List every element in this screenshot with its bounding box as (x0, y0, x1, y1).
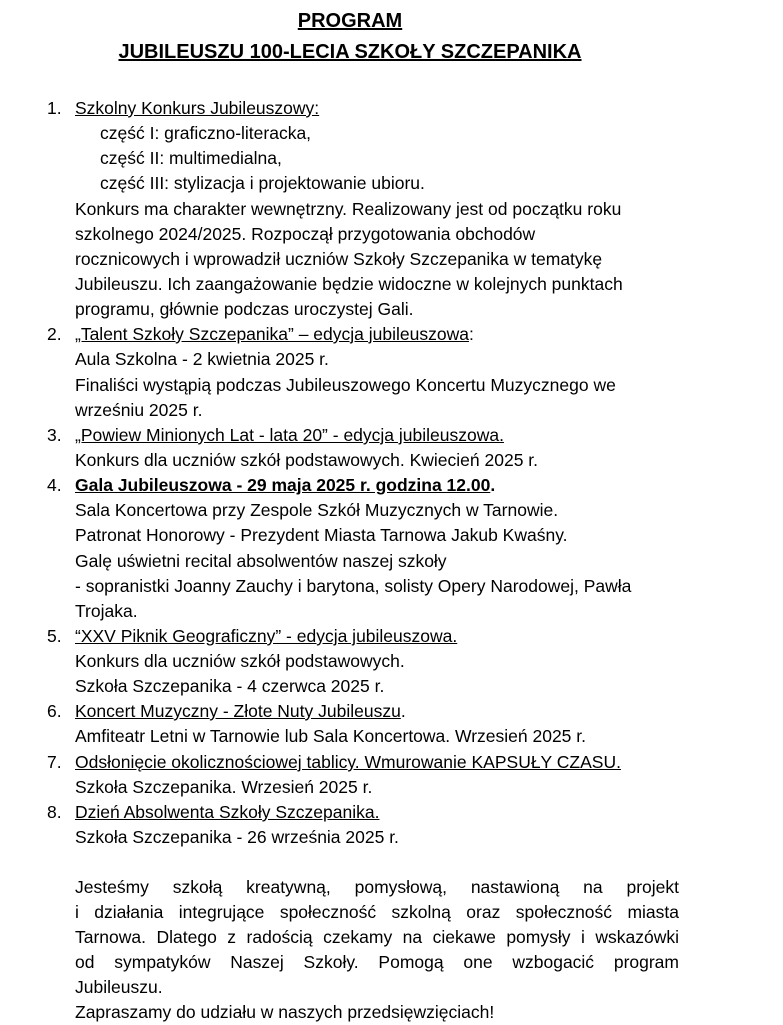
item-text-line: Amfiteatr Letni w Tarnowie lub Sala Koncertowa. Wrzesień 2025 r. (75, 726, 587, 746)
item-heading: „Talent Szkoły Szczepanika” – edycja jubileuszowa (75, 324, 469, 344)
closing-line: Tarnowa. Dlatego z radością czekamy na ciekawe pomysły i wskazówki (75, 927, 679, 947)
item-heading-row (75, 322, 474, 347)
closing-invitation: Zapraszamy do udziału w naszych przedsięwzięciach! (75, 1002, 495, 1022)
item-text-line: wrześniu 2025 r. (75, 400, 203, 420)
item-text-line: programu, głównie podczas uroczystej Gali. (75, 299, 414, 319)
item-heading-suffix: : (468, 324, 474, 344)
item-heading: Dzień Absolwenta Szkoły Szczepanika. (75, 802, 380, 822)
item-text-line: szkolnego 2024/2025. Rozpoczął przygotowania obchodów (75, 224, 536, 244)
closing-line: Jesteśmy szkołą kreatywną, pomysłową, nastawioną na projekt (75, 877, 679, 897)
item-heading: “XXV Piknik Geograficzny” - edycja jubileuszowa. (75, 626, 458, 646)
closing-line: i działania integrujące społeczność szkolną oraz społeczność miasta (75, 902, 679, 922)
item-number: 1. (47, 98, 62, 118)
item-text-line: - sopranistki Joanny Zauchy i barytona, solisty Opery Narodowej, Pawła (75, 576, 632, 596)
closing-line: od sympatyków Naszej Szkoły. Pomogą one wzbogacić program (75, 952, 679, 972)
item-heading-suffix: . (490, 475, 496, 495)
item-text-line: Szkoła Szczepanika - 26 września 2025 r. (75, 827, 399, 847)
item-text-line: Sala Koncertowa przy Zespole Szkół Muzycznych w Tarnowie. (75, 500, 559, 520)
closing-line: Jubileuszu. (75, 977, 163, 997)
closing-paragraph (75, 875, 679, 1000)
item-text-line: Konkurs dla uczniów szkół podstawowych. Kwiecień 2025 r. (75, 450, 539, 470)
item-heading: Koncert Muzyczny - Złote Nuty Jubileuszu (75, 701, 401, 721)
item-text-line: Aula Szkolna - 2 kwietnia 2025 r. (75, 349, 329, 369)
item-text-line: Szkoła Szczepanika. Wrzesień 2025 r. (75, 777, 373, 797)
item-text-line: Konkurs dla uczniów szkół podstawowych. (75, 651, 405, 671)
item-text-line: Patronat Honorowy - Prezydent Miasta Tarnowa Jakub Kwaśny. (75, 525, 568, 545)
page-subtitle: JUBILEUSZU 100-LECIA SZKOŁY SZCZEPANIKA (118, 41, 582, 63)
item-heading: Gala Jubileuszowa - 29 maja 2025 r. godzina 12.00 (75, 475, 491, 495)
item-number: 2. (47, 324, 62, 344)
item-part: część I: graficzno-literacka, (100, 123, 312, 143)
item-text-line: Jubileuszu. Ich zaangażowanie będzie widoczne w kolejnych punktach (75, 274, 623, 294)
item-text-line: Galę uświetni recital absolwentów naszej szkoły (75, 551, 447, 571)
page-title: PROGRAM (297, 10, 403, 32)
item-heading-row (75, 699, 406, 724)
item-part: część II: multimedialna, (100, 148, 282, 168)
item-number: 4. (47, 475, 62, 495)
item-heading: Odsłonięcie okolicznościowej tablicy. Wmurowanie KAPSUŁY CZASU. (75, 752, 621, 772)
item-part: część III: stylizacja i projektowanie ubioru. (100, 173, 425, 193)
item-text-line: Konkurs ma charakter wewnętrzny. Realizowany jest od początku roku (75, 199, 622, 219)
item-heading-suffix: . (400, 701, 406, 721)
item-number: 6. (47, 701, 62, 721)
item-text-line: rocznicowych i wprowadził uczniów Szkoły Szczepanika w tematykę (75, 249, 603, 269)
item-number: 8. (47, 802, 62, 822)
item-number: 5. (47, 626, 62, 646)
item-text-line: Finaliści wystąpią podczas Jubileuszowego Koncertu Muzycznego we (75, 375, 616, 395)
item-heading: „Powiew Minionych Lat - lata 20” - edycja jubileuszowa. (75, 425, 504, 445)
item-heading-row (75, 473, 495, 498)
item-text-line: Trojaka. (75, 601, 138, 621)
item-number: 7. (47, 752, 62, 772)
item-text-line: Szkoła Szczepanika - 4 czerwca 2025 r. (75, 676, 385, 696)
item-number: 3. (47, 425, 62, 445)
item-heading: Szkolny Konkurs Jubileuszowy: (75, 98, 320, 118)
